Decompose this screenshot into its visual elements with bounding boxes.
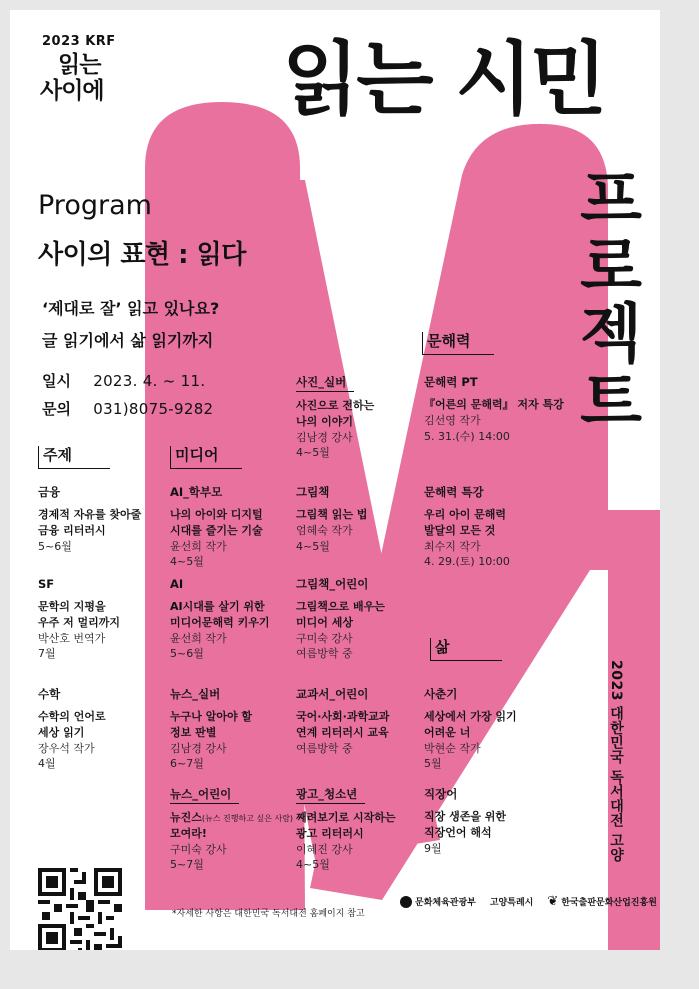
item-period: 5~6월 [38,539,72,553]
book-logo-icon: ❦ [547,894,559,909]
item-period: 4~5월 [170,555,204,569]
item-title-2: 금융 리터러시 [38,523,106,537]
item-person: 엄혜숙 작가 [296,523,353,537]
item-title-1: AI시대를 살기 위한 [170,599,265,613]
item-category: 문해력 PT [424,375,478,389]
item-person: 윤선희 작가 [170,539,227,553]
item-title-2: 정보 판별 [170,725,217,739]
media-item-ai [170,576,298,662]
literacy-item-lecture [424,484,574,570]
question-1: ‘제대로 잘’ 읽고 있나요? [42,299,220,318]
item-period: 6~7월 [170,757,204,771]
media-item-ai-parent [170,484,298,570]
item-title-2: 광고 리터러시 [296,826,364,840]
item-title-1: 우리 아이 문해력 [424,507,507,521]
project-title-vertical [572,164,650,440]
item-category: 그림책 [296,485,330,499]
project-char-2: 로 [580,231,642,306]
item-category: 사춘기 [424,687,458,701]
contact-value: 031)8075-9282 [93,400,214,418]
item-title-2: 연계 리터러시 교육 [296,725,389,739]
item-title-1: 경제적 자유를 찾아줄 [38,507,142,521]
item-period: 4. 29.(토) 10:00 [424,555,510,569]
project-char-1: 프 [580,164,642,238]
item-title-1: 세상에서 가장 읽기 [424,709,517,723]
project-char-3: 젝 [580,298,642,373]
book-fair-label: 2023 대한민국 독서대전 고양 [608,660,624,863]
item-person: 이혜진 강사 [296,842,353,856]
item-title-1 [170,810,298,826]
logo-year: 2023 KRF [42,34,116,49]
date-label: 일시 [42,372,71,390]
item-category: 수학 [38,687,61,701]
middle-item-textbook-kids [296,686,424,756]
item-title-1: 직장 생존을 위한 [424,809,507,823]
item-person: 구미숙 강사 [170,842,227,856]
item-title-1: 수학의 언어로 [38,709,106,723]
item-category: 광고_청소년 [296,786,365,804]
main-title: 읽는 시민 [282,33,604,126]
item-title-2: 세상 읽기 [38,725,85,739]
media-item-news-kids [170,786,298,873]
section-media: 미디어 [170,446,242,469]
item-person: 박현순 작가 [424,741,481,755]
item-title-main: 뉴진스 [170,810,202,824]
logo-line-2: 사이에 [40,78,104,104]
sponsor-goyang [490,895,533,908]
item-person: 구미숙 강사 [296,631,353,645]
life-item-workplace [424,786,574,856]
item-person: 김남경 강사 [296,430,353,444]
item-title-2: 발달의 모든 것 [424,523,496,537]
ministry-emblem-icon [400,896,412,908]
media-item-news-silver [170,686,298,772]
item-title-1: 나의 아이와 디지털 [170,507,263,521]
item-person: 윤선희 작가 [170,631,227,645]
sponsor-goyang-label: 고양특례시 [489,898,534,908]
item-period: 5~7월 [170,858,204,872]
sponsor-ministry [400,895,476,908]
item-category: AI [170,577,184,591]
item-title-2: 미디어 세상 [296,615,353,629]
item-category: 금융 [38,485,61,499]
qr-code[interactable] [38,868,122,950]
item-category: 그림책_어린이 [296,577,369,591]
topic-item-math [38,686,166,772]
sponsor-ministry-label: 문화체육관광부 [415,898,476,908]
middle-item-ad-teens [296,786,424,873]
item-category: 문해력 특강 [424,485,484,499]
item-category: 사진_실버 [296,374,354,392]
item-title-1: 누구나 알아야 할 [170,709,253,723]
item-category: 뉴스_어린이 [170,786,239,804]
literacy-item-pt [424,374,574,444]
topic-item-sf [38,576,166,662]
logo-line-1: 읽는 [58,52,101,78]
item-title-2: 나의 이야기 [296,414,353,428]
item-title-1: 사진으로 전하는 [296,398,375,412]
middle-item-picturebook-kids [296,576,424,662]
item-title-1: 『어른의 문해력』 저자 특강 [424,397,564,411]
middle-item-photo-silver [296,374,424,461]
date-row [42,370,205,391]
item-period: 4~5월 [296,446,330,460]
footer-note: *자세한 사항은 대한민국 독서대전 홈페이지 참고 [172,909,365,919]
item-category: 직장어 [424,787,458,801]
item-period: 7월 [38,647,56,661]
item-title-2: 모여라! [170,826,207,840]
item-title-2: 시대를 즐기는 기술 [170,523,263,537]
item-category: AI_학부모 [170,485,223,499]
sponsor-kpipa-label: 한국출판문화산업진흥원 [561,898,657,908]
item-title-1: 그림책으로 배우는 [296,599,385,613]
contact-label: 문의 [42,400,71,418]
contact-row [42,398,213,419]
poster [10,10,660,950]
item-period: 5~6월 [170,647,204,661]
item-person: 최수지 작가 [424,539,481,553]
item-title-2: 우주 저 멀리까지 [38,615,121,629]
project-char-4: 트 [580,365,642,440]
sponsor-logos [400,894,657,909]
program-label: Program [38,190,152,221]
item-person: 김선영 작가 [424,413,481,427]
item-person: 박산호 번역가 [38,631,106,645]
section-life: 삶 [430,638,502,661]
program-subtitle: 사이의 표현 : 읽다 [38,240,246,270]
item-category: 교과서_어린이 [296,687,369,701]
item-title-2: 어려운 너 [424,725,471,739]
item-period: 5월 [424,757,442,771]
item-period: 4월 [38,757,56,771]
item-period: 4~5월 [296,539,330,553]
middle-item-picturebook [296,484,424,554]
item-title-1: 국어·사회·과학교과 [296,709,390,723]
item-person: 김남경 강사 [170,741,227,755]
item-person: 장우석 작가 [38,741,95,755]
item-title-1: 째려보기로 시작하는 [296,810,396,824]
item-title-note: (뉴스 진행하고 싶은 사람) [201,813,294,823]
item-title-2: 미디어문해력 키우기 [170,615,270,629]
section-literacy: 문해력 [422,332,494,355]
section-topic: 주제 [38,446,110,469]
question-2: 글 읽기에서 삶 읽기까지 [42,331,214,350]
item-period: 4~5월 [296,858,330,872]
life-item-puberty [424,686,574,772]
item-category: SF [38,577,55,591]
item-period: 여름방학 중 [296,647,353,661]
item-period: 5. 31.(수) 14:00 [424,429,510,443]
item-period: 9월 [424,841,442,855]
item-title-1: 그림책 읽는 법 [296,507,368,521]
item-title-2: 직장언어 해석 [424,825,492,839]
sponsor-kpipa [547,894,657,909]
topic-item-finance [38,484,166,554]
date-value: 2023. 4. ~ 11. [93,372,206,390]
item-category: 뉴스_실버 [170,687,221,701]
item-period: 여름방학 중 [296,741,353,755]
item-title-1: 문학의 지평을 [38,599,106,613]
